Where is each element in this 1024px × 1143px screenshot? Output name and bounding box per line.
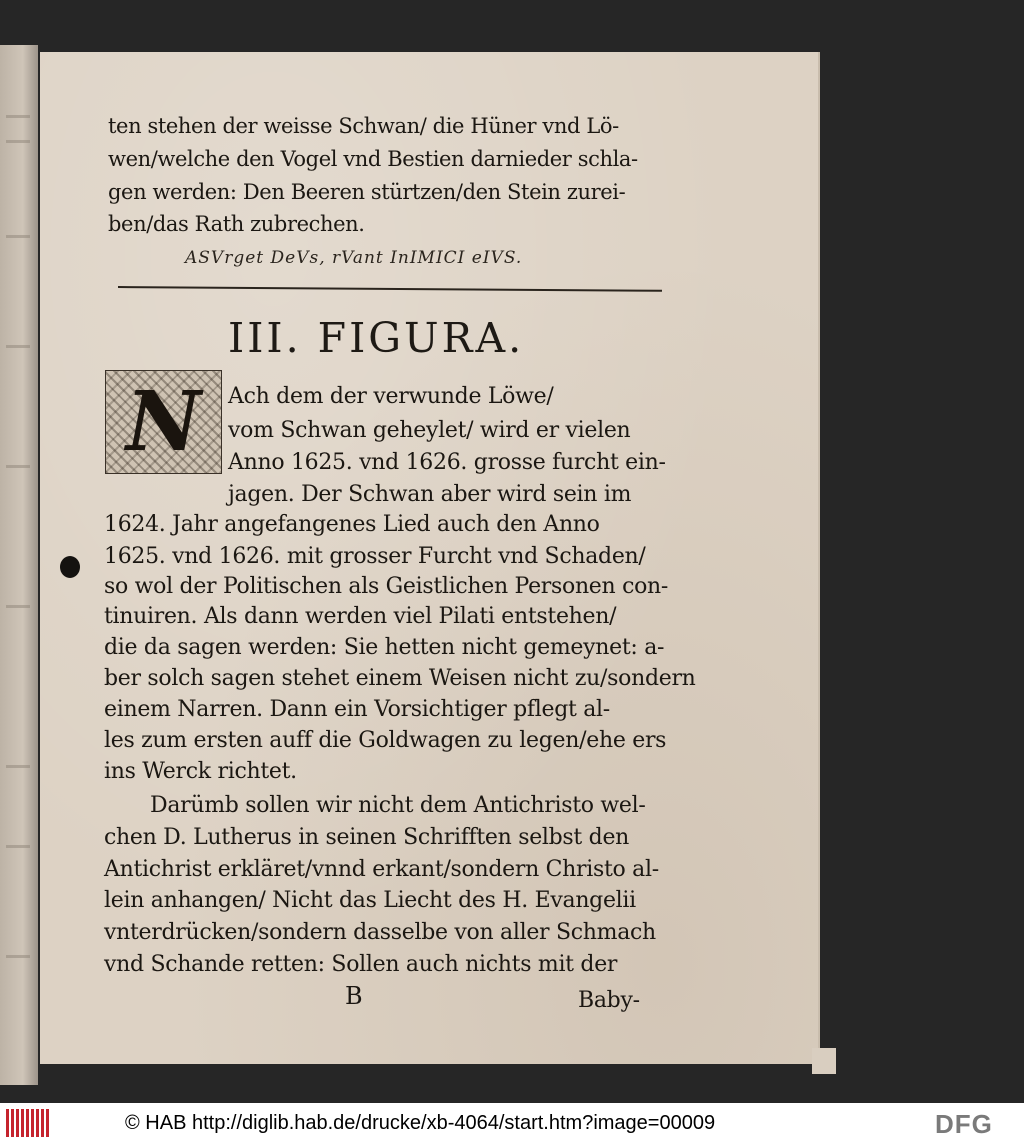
bleed-mark bbox=[6, 605, 30, 608]
text-line: gen werden: Den Beeren stürtzen/den Stein zurei- bbox=[108, 180, 626, 204]
chronogram: ASVrget DeVs, rVant InIMICI eIVS. bbox=[185, 248, 523, 268]
bleed-mark bbox=[6, 235, 30, 238]
text-line: vom Schwan geheylet/ wird er vielen bbox=[228, 418, 631, 443]
text-line: 1624. Jahr angefangenes Lied auch den Anno bbox=[104, 512, 600, 537]
text-line: jagen. Der Schwan aber wird sein im bbox=[228, 482, 632, 507]
text-line: die da sagen werden: Sie hetten nicht gemeynet: a- bbox=[104, 635, 665, 660]
text-line: ins Werck richtet. bbox=[104, 759, 297, 784]
signature-mark: B bbox=[345, 982, 363, 1010]
text-line: Darümb sollen wir nicht dem Antichristo wel- bbox=[150, 793, 646, 818]
text-line: Ach dem der verwunde Löwe/ bbox=[228, 384, 554, 409]
dfg-logo[interactable]: DFG bbox=[935, 1109, 993, 1139]
decorated-initial bbox=[105, 370, 222, 474]
text-line: vnd Schande retten: Sollen auch nichts mit der bbox=[104, 952, 618, 977]
text-line: ten stehen der weisse Schwan/ die Hüner vnd Lö- bbox=[108, 114, 619, 138]
bleed-mark bbox=[6, 465, 30, 468]
text-line: wen/welche den Vogel vnd Bestien darnieder schla- bbox=[108, 147, 638, 171]
bleed-mark bbox=[6, 140, 30, 143]
bleed-mark bbox=[6, 845, 30, 848]
text-line: ber solch sagen stehet einem Weisen nicht zu/sondern bbox=[104, 666, 696, 691]
text-line: vnterdrücken/sondern dasselbe von aller Schmach bbox=[104, 920, 656, 945]
copyright-link[interactable]: © HAB http://diglib.hab.de/drucke/xb-4064/start.htm?image=00009 bbox=[125, 1112, 716, 1134]
initial-letter: N bbox=[126, 374, 201, 470]
previous-page-edge bbox=[0, 45, 38, 1085]
text-line: lein anhangen/ Nicht das Liecht des H. Evangelii bbox=[104, 888, 636, 913]
text-line: tinuiren. Als dann werden viel Pilati entstehen/ bbox=[104, 604, 617, 629]
paper-corner bbox=[812, 1048, 836, 1074]
section-heading: III. FIGURA. bbox=[228, 314, 525, 362]
ink-blot bbox=[60, 556, 80, 578]
bleed-mark bbox=[6, 765, 30, 768]
catchword: Baby- bbox=[578, 988, 640, 1013]
text-line: so wol der Politischen als Geistlichen Personen con- bbox=[104, 574, 669, 599]
bleed-mark bbox=[6, 115, 30, 118]
text-line: les zum ersten auff die Goldwagen zu legen/ehe ers bbox=[104, 728, 667, 753]
text-line: Anno 1625. vnd 1626. grosse furcht ein- bbox=[228, 450, 666, 475]
footer-bar bbox=[0, 1103, 1024, 1143]
text-line: chen D. Lutherus in seinen Schrifften selbst den bbox=[104, 825, 630, 850]
bleed-mark bbox=[6, 955, 30, 958]
text-line: 1625. vnd 1626. mit grosser Furcht vnd Schaden/ bbox=[104, 544, 646, 569]
bleed-mark bbox=[6, 345, 30, 348]
text-line: Antichrist erkläret/vnnd erkant/sondern Christo al- bbox=[104, 857, 659, 882]
text-line: ben/das Rath zubrechen. bbox=[108, 212, 365, 236]
text-line: einem Narren. Dann ein Vorsichtiger pflegt al- bbox=[104, 697, 610, 722]
hab-logo-icon[interactable] bbox=[6, 1109, 50, 1137]
